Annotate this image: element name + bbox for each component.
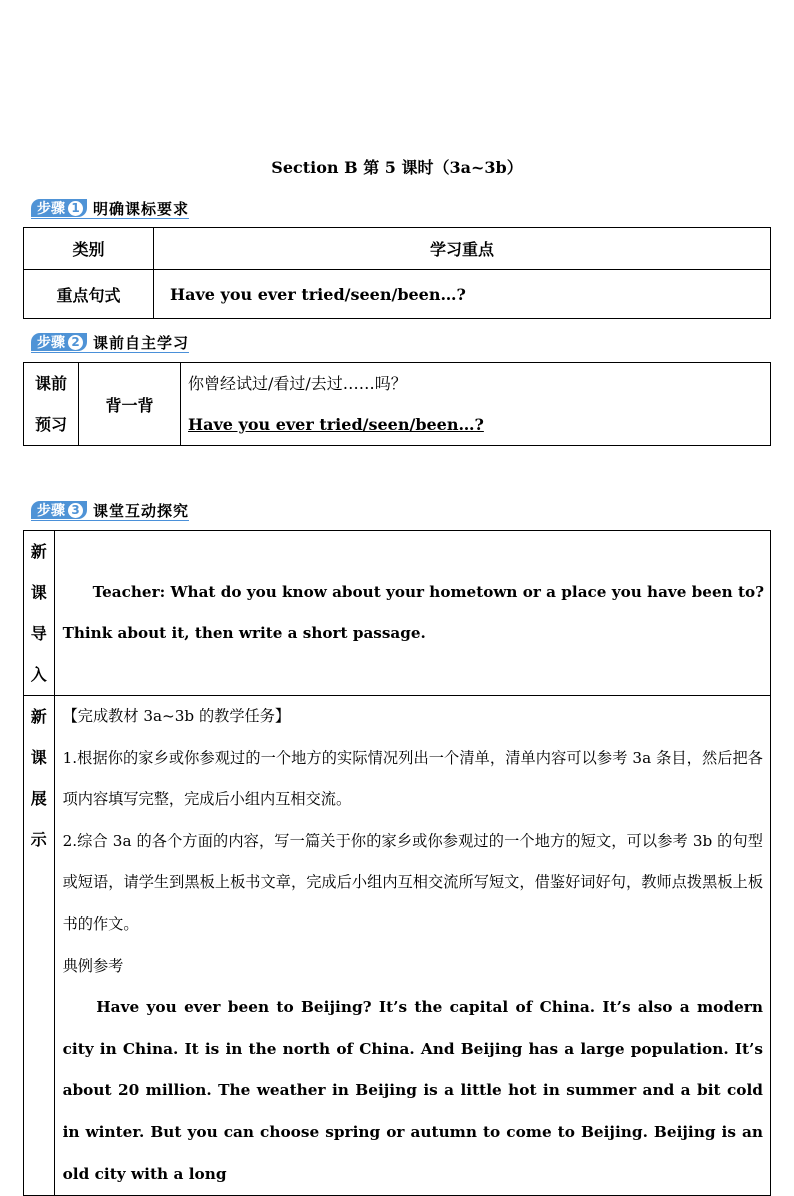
step-3-header [31, 500, 189, 521]
new-lesson-label [24, 696, 55, 1196]
step-1-header [31, 198, 189, 219]
step-badge-text: 步骤 [37, 503, 65, 519]
task-paragraph-1: 1.根据你的家乡或你参观过的一个地方的实际情况列出一个清单，清单内容可以参考 3a 条目，然后把各项内容填写完整，完成后小组内互相交流。 [62, 748, 763, 809]
new-lesson-char4: 示 [30, 830, 47, 849]
preview-label-line1: 课前 [34, 374, 67, 393]
intro-content [54, 531, 770, 696]
step-badge [31, 501, 87, 519]
step-badge-text: 步骤 [37, 335, 65, 351]
intro-line1: Teacher: What do you know about your hometown or a place you have been to? [92, 583, 764, 601]
page-title: Section B 第 5 课时（3a~3b） [271, 158, 523, 177]
step-1-label: 明确课标要求 [93, 199, 190, 218]
step-number-2: 2 [68, 335, 83, 350]
step-number-1: 1 [68, 201, 83, 216]
recite-english: Have you ever tried/seen/been…? [188, 415, 484, 434]
intro-label-line1: 新课 [30, 542, 47, 602]
step-3-label: 课堂互动探究 [93, 501, 190, 520]
interaction-table [23, 530, 771, 1196]
new-lesson-char1: 新 [30, 707, 47, 726]
recite-label: 背一背 [79, 363, 181, 446]
step-badge-text: 步骤 [37, 201, 65, 217]
recite-content [181, 363, 771, 446]
objectives-table [23, 227, 771, 319]
step-number-3: 3 [68, 503, 83, 518]
example-passage: Have you ever been to Beijing? It’s the capital of China. It’s also a modern city in China. It is in the north of China. And Beijing has a large population. It’s about 20 million. The weather in Beijing is a little hot in summer and a bit cold in winter. But you can choose spring or autumn to come to Beijing. Beijing is an old city with a long [62, 998, 763, 1183]
step-badge [31, 333, 87, 351]
intro-label [24, 531, 55, 696]
task-title: 【完成教材 3a~3b 的教学任务】 [62, 707, 291, 725]
example-label: 典例参考 [62, 956, 124, 975]
new-lesson-content [54, 696, 770, 1196]
intro-label-line2: 导入 [30, 624, 47, 684]
intro-line2: Think about it, then write a short passage. [62, 624, 426, 642]
preview-label [24, 363, 79, 446]
preview-table [23, 362, 771, 446]
new-lesson-char2: 课 [30, 748, 47, 767]
task-paragraph-2: 2.综合 3a 的各个方面的内容，写一篇关于你的家乡或你参观过的一个地方的短文，可以参考 3b 的句型或短语，请学生到黑板上板书文章，完成后小组内互相交流所写短文，借鉴好词好句，教师点拨黑板上板书的作文。 [62, 831, 763, 933]
header-focus: 学习重点 [154, 228, 771, 270]
key-sentence-value: Have you ever tried/seen/been…? [154, 270, 771, 319]
key-sentence-label: 重点句式 [24, 270, 154, 319]
preview-label-line2: 预习 [34, 415, 67, 434]
step-badge [31, 199, 87, 217]
step-2-header [31, 332, 189, 353]
new-lesson-char3: 展 [30, 789, 47, 808]
header-category: 类别 [24, 228, 154, 270]
step-2-label: 课前自主学习 [93, 333, 190, 352]
recite-chinese: 你曾经试过/看过/去过……吗？ [188, 374, 407, 393]
